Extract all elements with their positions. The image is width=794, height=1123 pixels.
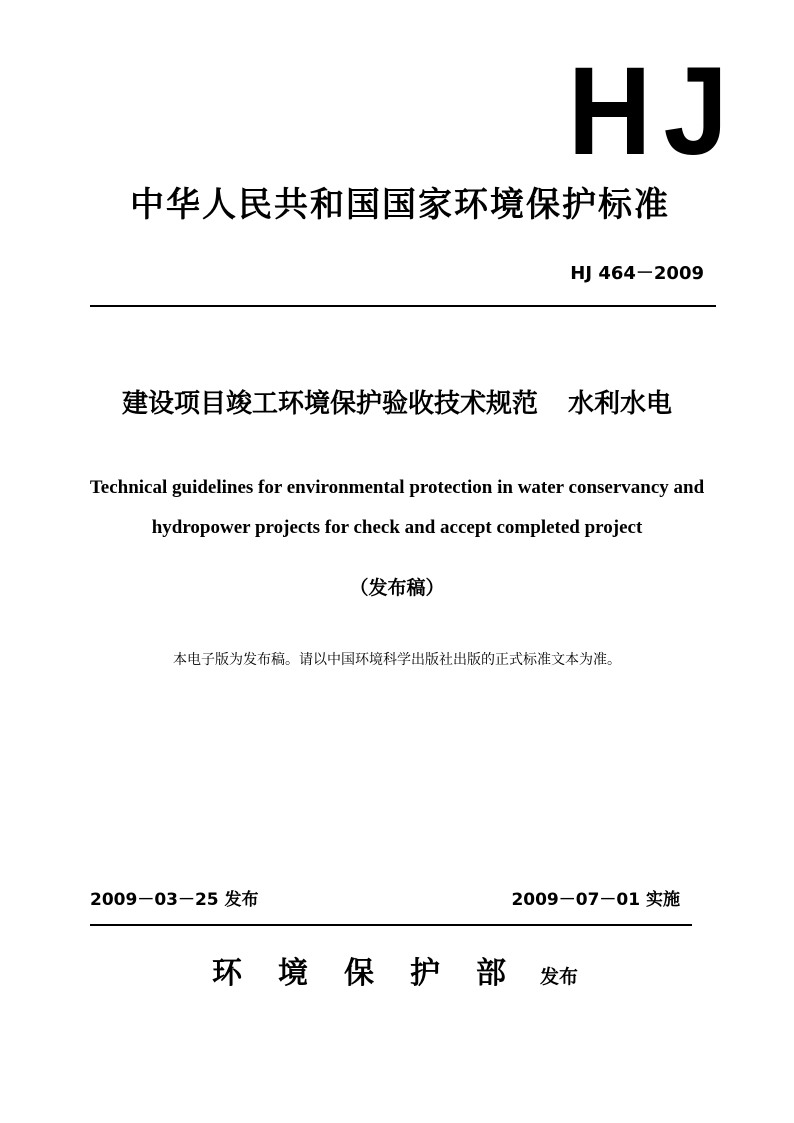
hj-logo: HJ xyxy=(567,40,740,181)
draft-tag: （发布稿） xyxy=(349,577,445,599)
release-date: 2009－03－25 发布 xyxy=(90,890,259,910)
english-title xyxy=(40,468,754,548)
publisher-suffix: 发布 xyxy=(540,966,579,988)
english-title-line-1: Technical guidelines for environmental protection in water conservancy and xyxy=(89,477,705,498)
chinese-title xyxy=(40,384,754,424)
edition-notice: 本电子版为发布稿。请以中国环境科学出版社出版的正式标准文本为准。 xyxy=(173,652,621,668)
chinese-title-main: 建设项目竣工环境保护验收技术规范 xyxy=(121,389,538,419)
bottom-divider xyxy=(90,924,692,926)
publisher-name: 环境保护部 xyxy=(212,956,542,991)
top-divider xyxy=(90,305,716,307)
implementation-date: 2009－07－01 实施 xyxy=(511,890,680,910)
chinese-title-sub: 水利水电 xyxy=(568,389,673,419)
english-title-line-2: hydropower projects for check and accept completed project xyxy=(151,517,643,538)
organization-title: 中华人民共和国国家环境保护标准 xyxy=(130,185,670,225)
standard-code: HJ 464－2009 xyxy=(570,263,704,284)
